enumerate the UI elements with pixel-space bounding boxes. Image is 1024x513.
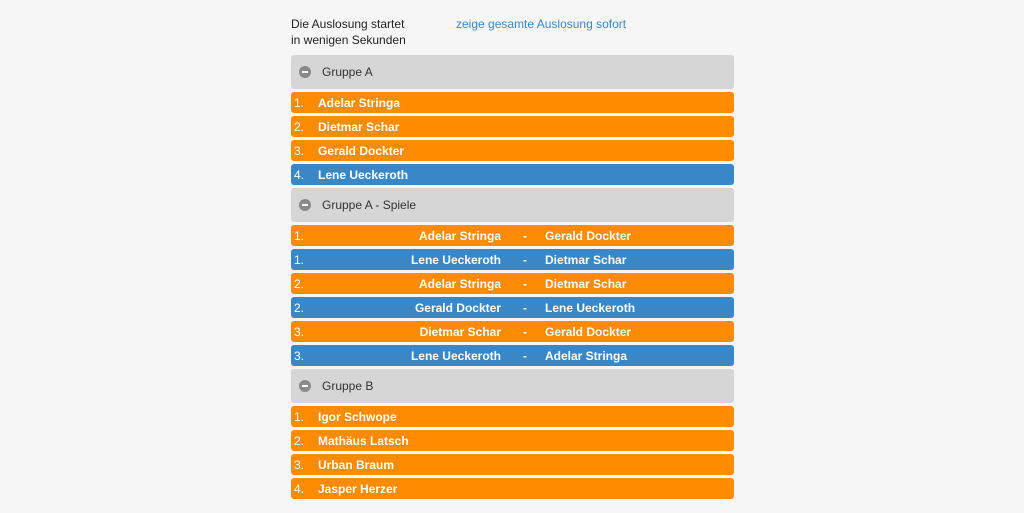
group-a-section (291, 55, 734, 185)
match-home: Gerald Dockter (414, 300, 501, 315)
match-row (291, 297, 734, 318)
match-away: Dietmar Schar (545, 252, 627, 267)
match-separator: - (523, 276, 527, 291)
match-home: Dietmar Schar (419, 324, 501, 339)
match-row (291, 273, 734, 294)
player-row (291, 430, 734, 451)
minus-circle-icon[interactable] (299, 199, 311, 211)
player-rank: 3. (294, 457, 305, 472)
minus-circle-icon[interactable] (299, 66, 311, 78)
group-b-header[interactable] (291, 369, 734, 403)
match-away: Dietmar Schar (545, 276, 627, 291)
match-round: 2. (294, 276, 305, 291)
match-separator: - (523, 252, 527, 267)
player-name: Dietmar Schar (318, 119, 400, 134)
player-name: Gerald Dockter (318, 143, 405, 158)
player-row (291, 454, 734, 475)
draw-container (291, 16, 734, 502)
player-rank: 3. (294, 143, 305, 158)
draw-status-line1: Die Auslosung startet (291, 17, 405, 31)
match-home: Adelar Stringa (418, 276, 501, 291)
match-row (291, 345, 734, 366)
player-rank: 2. (294, 433, 305, 448)
player-name: Adelar Stringa (318, 95, 401, 110)
match-separator: - (523, 228, 527, 243)
player-row (291, 164, 734, 185)
match-row (291, 225, 734, 246)
player-rank: 2. (294, 119, 305, 134)
match-round: 1. (294, 228, 305, 243)
player-row (291, 406, 734, 427)
player-rank: 1. (294, 95, 305, 110)
player-row (291, 140, 734, 161)
group-b-title: Gruppe B (322, 379, 374, 393)
match-row (291, 321, 734, 342)
group-a-games-section (291, 188, 734, 366)
player-rank: 4. (294, 167, 305, 182)
player-row (291, 478, 734, 499)
match-home: Lene Ueckeroth (410, 348, 501, 363)
match-round: 2. (294, 300, 305, 315)
minus-circle-icon[interactable] (299, 380, 311, 392)
match-home: Adelar Stringa (418, 228, 501, 243)
match-row (291, 249, 734, 270)
player-name: Igor Schwope (318, 409, 397, 424)
player-rank: 1. (294, 409, 305, 424)
match-home: Lene Ueckeroth (410, 252, 501, 267)
match-separator: - (523, 300, 527, 315)
match-separator: - (523, 324, 527, 339)
player-name: Jasper Herzer (318, 481, 398, 496)
player-rank: 4. (294, 481, 305, 496)
group-a-games-title: Gruppe A - Spiele (322, 198, 417, 212)
player-name: Mathäus Latsch (318, 433, 409, 448)
draw-status (291, 16, 431, 48)
player-name: Urban Braum (318, 457, 395, 472)
group-a-games-header[interactable] (291, 188, 734, 222)
top-bar (291, 16, 734, 52)
group-b-section (291, 369, 734, 499)
match-away: Gerald Dockter (545, 324, 632, 339)
player-row (291, 92, 734, 113)
match-round: 3. (294, 324, 305, 339)
match-away: Lene Ueckeroth (545, 300, 636, 315)
group-a-header[interactable] (291, 55, 734, 89)
player-row (291, 116, 734, 137)
draw-status-line2: in wenigen Sekunden (291, 33, 406, 47)
player-name: Lene Ueckeroth (318, 167, 409, 182)
match-away: Gerald Dockter (545, 228, 632, 243)
match-away: Adelar Stringa (545, 348, 628, 363)
match-separator: - (523, 348, 527, 363)
group-a-title: Gruppe A (322, 65, 373, 79)
match-round: 3. (294, 348, 305, 363)
match-round: 1. (294, 252, 305, 267)
show-all-link[interactable]: zeige gesamte Auslosung sofort (456, 17, 627, 31)
